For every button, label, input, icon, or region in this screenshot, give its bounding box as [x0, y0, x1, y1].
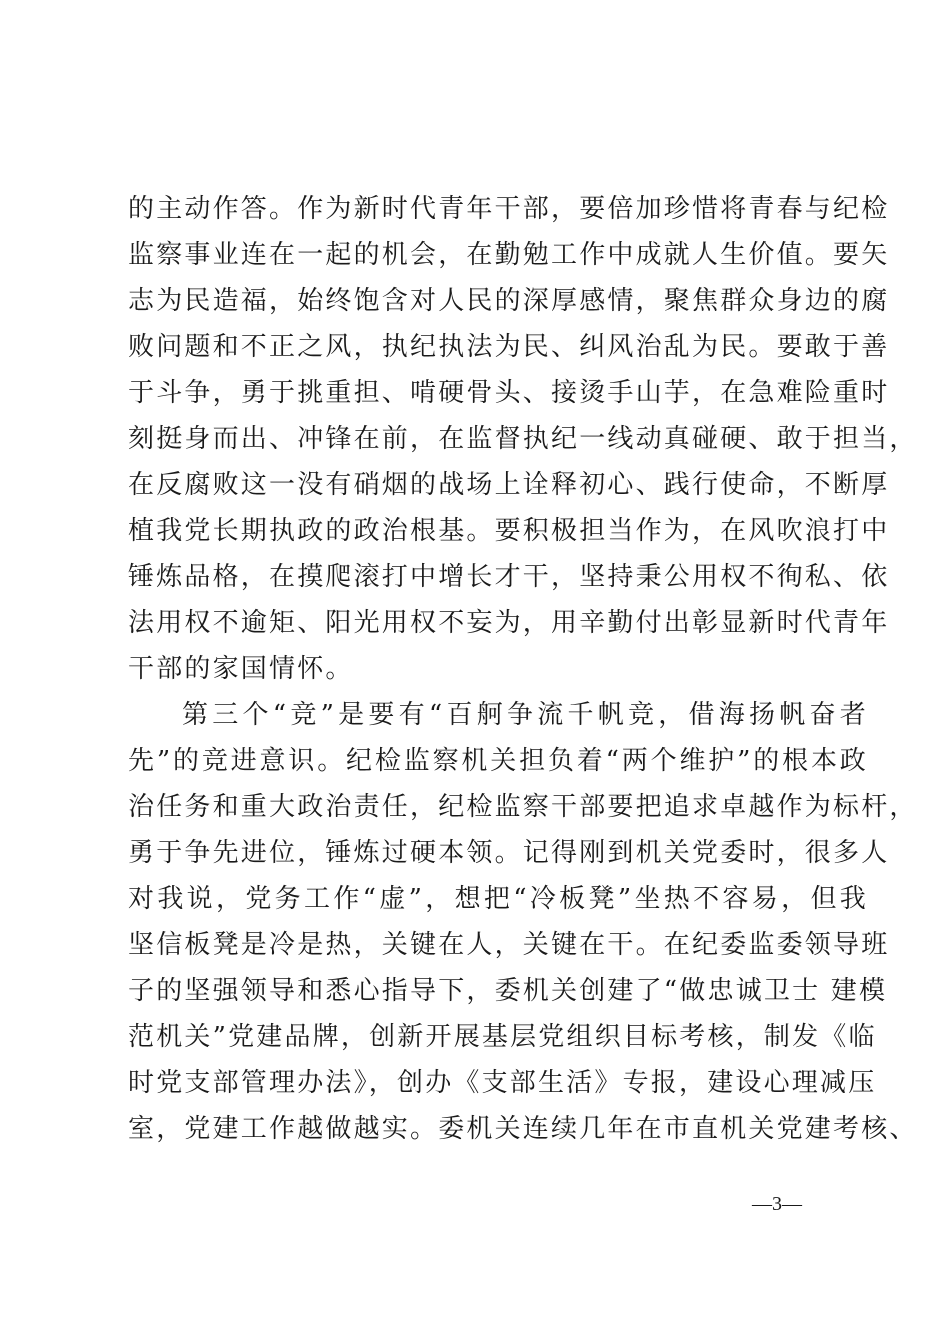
text-line: 植我党长期执政的政治根基。要积极担当作为，在风吹浪打中: [128, 516, 890, 546]
paragraph-end-line: 干部的家国情怀。: [128, 654, 354, 684]
text-line: 对我说，党务工作“虚”，想把“冷板凳”坐热不容易，但我: [128, 884, 868, 914]
text-line: 时党支部管理办法》，创办《支部生活》专报，建设心理减压: [128, 1068, 877, 1098]
text-line: 坚信板凳是冷是热，关键在人，关键在干。在纪委监委领导班: [128, 930, 890, 960]
text-line: 的主动作答。作为新时代青年干部，要倍加珍惜将青春与纪检: [128, 194, 890, 224]
text-line: 刻挺身而出、冲锋在前，在监督执纪一线动真碰硬、敢于担当，: [128, 424, 918, 454]
text-line: 在反腐败这一没有硝烟的战场上诠释初心、践行使命，不断厚: [128, 470, 890, 500]
text-line: 勇于争先进位，锤炼过硬本领。记得刚到机关党委时，很多人: [128, 838, 890, 868]
text-line: 子的坚强领导和悉心指导下，委机关创建了“做忠诚卫士 建模: [128, 976, 888, 1006]
text-line: 范机关”党建品牌，创新开展基层党组织目标考核，制发《临: [128, 1022, 877, 1052]
text-line: 监察事业连在一起的机会，在勤勉工作中成就人生价值。要矢: [128, 240, 890, 270]
text-line: 先”的竞进意识。纪检监察机关担负着“两个维护”的根本政: [128, 746, 868, 776]
text-line: 败问题和不正之风，执纪执法为民、纠风治乱为民。要敢于善: [128, 332, 890, 362]
text-line: 志为民造福，始终饱含对人民的深厚感情，聚焦群众身边的腐: [128, 286, 890, 316]
text-line: 法用权不逾矩、阳光用权不妄为，用辛勤付出彰显新时代青年: [128, 608, 890, 638]
paragraph-start-line: 第三个“竞”是要有“百舸争流千帆竞，借海扬帆奋者: [182, 700, 868, 730]
page-number: —3—: [752, 1193, 802, 1215]
text-line: 于斗争，勇于挑重担、啃硬骨头、接烫手山芋，在急难险重时: [128, 378, 890, 408]
text-line: 治任务和重大政治责任，纪检监察干部要把追求卓越作为标杆，: [128, 792, 918, 822]
body-text: [128, 186, 918, 1152]
text-line: 锤炼品格，在摸爬滚打中增长才干，坚持秉公用权不徇私、依: [128, 562, 890, 592]
text-line: 室，党建工作越做越实。委机关连续几年在市直机关党建考核、: [128, 1114, 918, 1144]
